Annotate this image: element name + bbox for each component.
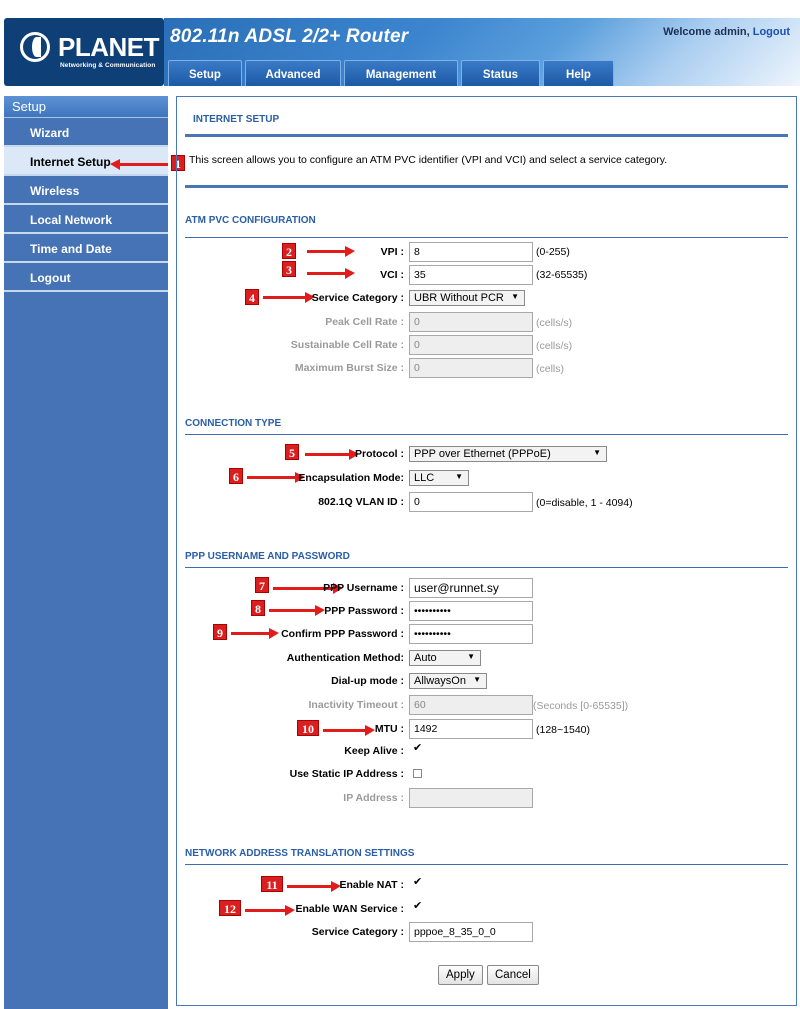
sidebar-item-wireless[interactable]: Wireless: [4, 176, 168, 205]
annotation-badge-6: 6: [229, 468, 243, 484]
service-category-value: UBR Without PCR: [414, 292, 504, 304]
annotation-arrow: [307, 250, 347, 253]
section-title-internet-setup: INTERNET SETUP: [193, 114, 280, 125]
vci-label: VCI :: [380, 269, 404, 281]
main-content: [176, 96, 797, 1006]
auth-method-select[interactable]: [409, 650, 481, 666]
annotation-arrow: [118, 163, 168, 166]
planet-logo-icon: [20, 32, 50, 62]
dialup-mode-label: Dial-up mode :: [331, 675, 404, 687]
annotation-badge-10: 10: [297, 720, 319, 736]
cancel-button[interactable]: Cancel: [487, 965, 539, 985]
chevron-down-icon: ▼: [455, 472, 463, 481]
annotation-badge-9: 9: [213, 624, 227, 640]
annotation-badge-4: 4: [245, 289, 259, 305]
sidebar-item-time-and-date[interactable]: Time and Date: [4, 234, 168, 263]
annotation-arrow: [263, 296, 307, 299]
enable-nat-label: Enable NAT :: [339, 879, 404, 891]
keep-alive-checkbox[interactable]: ✔: [413, 742, 423, 754]
annotation-badge-2: 2: [282, 243, 296, 259]
tab-help[interactable]: Help: [543, 60, 614, 86]
annotation-arrow: [269, 609, 317, 612]
tab-advanced[interactable]: Advanced: [245, 60, 341, 86]
sidebar-item-internet-setup[interactable]: Internet Setup: [4, 147, 168, 176]
auth-method-label: Authentication Method:: [286, 652, 404, 664]
header: [0, 0, 800, 88]
ppp-username-label: PPP Username :: [323, 582, 404, 594]
planet-logo: [4, 18, 164, 86]
service-name-input[interactable]: [409, 922, 533, 942]
divider: [185, 237, 788, 238]
auth-method-value: Auto: [414, 652, 437, 664]
tab-setup[interactable]: Setup: [168, 60, 242, 86]
inactivity-timeout-hint: (Seconds [0-65535]): [533, 700, 629, 712]
sidebar-item-wizard[interactable]: Wizard: [4, 118, 168, 147]
chevron-down-icon: ▼: [593, 448, 601, 457]
inactivity-timeout-label: Inactivity Timeout :: [308, 699, 404, 711]
sustainable-cell-rate-input[interactable]: [409, 335, 533, 355]
divider: [185, 434, 788, 435]
annotation-arrow: [323, 729, 367, 732]
service-name-label: Service Category :: [311, 926, 404, 938]
sidebar: [4, 96, 168, 1009]
divider: [185, 185, 788, 188]
annotation-badge-3: 3: [282, 261, 296, 277]
tab-management[interactable]: Management: [344, 60, 458, 86]
vpi-hint: (0-255): [536, 246, 570, 258]
divider: [185, 864, 788, 865]
service-category-label: Service Category :: [311, 292, 404, 304]
ppp-username-input[interactable]: [409, 578, 533, 598]
service-category-select[interactable]: [409, 290, 525, 306]
apply-button[interactable]: Apply: [438, 965, 483, 985]
annotation-arrow: [231, 632, 271, 635]
sustainable-cell-rate-label: Sustainable Cell Rate :: [290, 339, 404, 351]
max-burst-size-input[interactable]: [409, 358, 533, 378]
peak-cell-rate-hint: (cells/s): [536, 317, 573, 329]
divider: [185, 567, 788, 568]
section-title-nat: NETWORK ADDRESS TRANSLATION SETTINGS: [185, 848, 415, 859]
ip-address-input[interactable]: [409, 788, 533, 808]
vlan-id-label: 802.1Q VLAN ID :: [318, 496, 404, 508]
enable-wan-label: Enable WAN Service :: [295, 903, 404, 915]
sidebar-item-logout[interactable]: Logout: [4, 263, 168, 292]
annotation-arrow: [305, 453, 351, 456]
annotation-arrow: [307, 272, 347, 275]
sidebar-item-local-network[interactable]: Local Network: [4, 205, 168, 234]
section-title-ppp: PPP USERNAME AND PASSWORD: [185, 551, 350, 562]
peak-cell-rate-label: Peak Cell Rate :: [325, 316, 404, 328]
annotation-arrow: [247, 476, 297, 479]
description-text: This screen allows you to configure an ATM PVC identifier (VPI and VCI) and select a service category.: [189, 154, 668, 166]
annotation-arrow: [245, 909, 287, 912]
confirm-password-label: Confirm PPP Password :: [281, 628, 404, 640]
static-ip-checkbox[interactable]: [413, 769, 422, 778]
static-ip-label: Use Static IP Address :: [289, 768, 404, 780]
max-burst-size-label: Maximum Burst Size :: [294, 362, 404, 374]
annotation-badge-12: 12: [219, 900, 241, 916]
mtu-hint: (128~1540): [536, 724, 591, 736]
welcome-label: Welcome admin,: [663, 26, 753, 38]
vlan-id-hint: (0=disable, 1 - 4094): [536, 497, 633, 509]
encapsulation-mode-label: Encapsulation Mode:: [298, 472, 404, 484]
annotation-badge-7: 7: [255, 577, 269, 593]
tab-status[interactable]: Status: [461, 60, 540, 86]
sustainable-cell-rate-hint: (cells/s): [536, 340, 573, 352]
top-tabs: [168, 60, 617, 86]
protocol-select[interactable]: [409, 446, 607, 462]
section-title-atm-pvc: ATM PVC CONFIGURATION: [185, 215, 316, 226]
vlan-id-input[interactable]: [409, 492, 533, 512]
vpi-input[interactable]: [409, 242, 533, 262]
logout-link[interactable]: Logout: [752, 26, 790, 38]
product-title: 802.11n ADSL 2/2+ Router: [170, 26, 409, 47]
max-burst-size-hint: (cells): [536, 363, 564, 375]
dialup-mode-value: AllwaysOn: [414, 675, 466, 687]
annotation-badge-8: 8: [251, 600, 265, 616]
annotation-badge-5: 5: [285, 444, 299, 460]
inactivity-timeout-input[interactable]: [409, 695, 533, 715]
divider: [185, 134, 788, 137]
ppp-password-label: PPP Password :: [324, 605, 404, 617]
annotation-arrow: [287, 885, 333, 888]
dialup-mode-select[interactable]: [409, 673, 487, 689]
protocol-label: Protocol :: [355, 448, 404, 460]
logo-subtitle: Networking & Communication: [60, 62, 156, 69]
welcome-text: [663, 26, 790, 38]
mtu-label: MTU :: [374, 723, 404, 735]
ip-address-label: IP Address :: [343, 792, 404, 804]
vpi-label: VPI :: [380, 246, 404, 258]
enable-nat-checkbox[interactable]: ✔: [413, 876, 423, 888]
sidebar-heading: Setup: [4, 96, 168, 118]
vci-input[interactable]: [409, 265, 533, 285]
annotation-badge-1: 1: [171, 155, 185, 171]
keep-alive-label: Keep Alive :: [344, 745, 404, 757]
peak-cell-rate-input[interactable]: [409, 312, 533, 332]
confirm-password-input[interactable]: [409, 624, 533, 644]
chevron-down-icon: ▼: [511, 292, 519, 301]
chevron-down-icon: ▼: [473, 675, 481, 684]
ppp-password-input[interactable]: [409, 601, 533, 621]
enable-wan-checkbox[interactable]: ✔: [413, 900, 423, 912]
logo-text: PLANET: [58, 32, 159, 62]
annotation-badge-11: 11: [261, 876, 283, 892]
mtu-input[interactable]: [409, 719, 533, 739]
section-title-connection-type: CONNECTION TYPE: [185, 418, 282, 429]
encapsulation-mode-select[interactable]: [409, 470, 469, 486]
encapsulation-value: LLC: [414, 472, 435, 484]
vci-hint: (32-65535): [536, 269, 588, 281]
protocol-value: PPP over Ethernet (PPPoE): [414, 448, 551, 460]
chevron-down-icon: ▼: [467, 652, 475, 661]
